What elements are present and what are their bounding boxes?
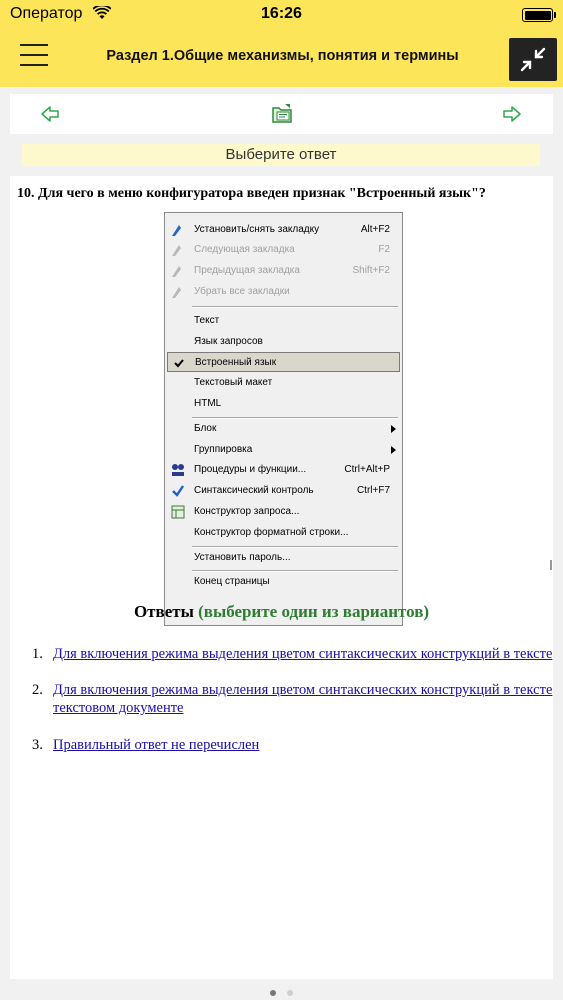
collapse-icon	[509, 38, 557, 81]
folder-icon	[271, 103, 293, 125]
scroll-indicator[interactable]	[550, 560, 552, 570]
menu-item-procedures: Процедуры и функции... Ctrl+Alt+P	[167, 460, 400, 480]
menu-item-block: Блок	[167, 419, 400, 439]
collapse-button[interactable]	[509, 38, 557, 81]
submenu-arrow-icon	[391, 446, 396, 454]
page-dot-active[interactable]	[270, 990, 276, 996]
menu-item-query-language: Язык запросов	[194, 336, 263, 347]
menu-item-next-bookmark: Следующая закладка F2	[167, 240, 400, 260]
menu-item-syntax-check: Синтаксический контроль Ctrl+F7	[167, 481, 400, 501]
page-dot[interactable]	[287, 990, 293, 996]
carrier-label: Оператор	[10, 5, 83, 22]
menu-item-html: HTML	[194, 398, 222, 409]
menu-item-grouping: Группировка	[167, 440, 400, 460]
query-builder-icon	[171, 505, 185, 519]
question-content: 10. Для чего в меню конфигуратора введен признак "Встроенный язык"? Установить/снять закладку Alt+F2 Следующая закладка F2 Предыдущая закладка Shift+F2 Убрать все закладки Текст Язык запросов Встроенный язык Текстовый макет HTML Блок Группировка Процедуры и функции... Ctrl+Alt+P Синтаксический контроль Ctrl+F7 Конструктор запроса... Конструктор форматной строки... Установить пароль... Конец страницы Ответы (выберите один из вариантов) 1. Для включения режима выделения цветом синтаксических конструкций в тексте 2. Для включения режима выделения цветом синтаксических конструкций в тексте текстовом документе 3. Правильный ответ не перечислен	[10, 176, 553, 979]
status-bar	[0, 0, 563, 30]
page-indicator[interactable]	[0, 983, 563, 1000]
answer-link-1[interactable]: Для включения режима выделения цветом синтаксических конструкций в тексте	[53, 646, 553, 662]
page-title: Раздел 1.Общие механизмы, понятия и термины	[106, 48, 459, 64]
hamburger-menu-button[interactable]	[20, 44, 48, 66]
question-text: 10. Для чего в меню конфигуратора введен признак "Встроенный язык"?	[17, 186, 486, 201]
menu-item-clear-bookmarks: Убрать все закладки	[167, 282, 400, 302]
menu-item-set-password: Установить пароль...	[194, 552, 291, 563]
clock: 16:26	[261, 5, 302, 22]
bookmark-previous-icon	[171, 264, 185, 278]
contents-button[interactable]	[271, 103, 293, 125]
answer-link-3[interactable]: Правильный ответ не перечислен	[53, 737, 260, 753]
menu-item-text-template: Текстовый макет	[194, 377, 273, 388]
bookmark-next-icon	[171, 243, 185, 257]
context-menu-image	[164, 212, 403, 626]
arrow-right-icon	[501, 103, 523, 125]
previous-button[interactable]	[39, 103, 61, 125]
answers-heading: Ответы (выберите один из вариантов)	[133, 602, 430, 621]
menu-item-previous-bookmark: Предыдущая закладка Shift+F2	[167, 261, 400, 281]
menu-separator	[192, 306, 398, 308]
arrow-left-icon	[39, 103, 61, 125]
menu-item-format-string-builder: Конструктор форматной строки...	[194, 527, 349, 538]
answer-prompt: Выберите ответ	[22, 144, 540, 166]
clear-bookmarks-icon	[171, 285, 185, 299]
app-header	[0, 0, 563, 87]
navigation-toolbar	[10, 94, 553, 134]
procedures-icon	[171, 463, 185, 477]
menu-item-text: Текст	[194, 315, 220, 326]
submenu-arrow-icon	[391, 425, 396, 433]
next-button[interactable]	[501, 103, 523, 125]
answer-link-2-continuation[interactable]: текстовом документе	[53, 700, 184, 716]
answer-link-2[interactable]: Для включения режима выделения цветом синтаксических конструкций в тексте	[53, 682, 553, 698]
bookmark-icon	[171, 223, 185, 237]
menu-item-toggle-bookmark: Установить/снять закладку Alt+F2	[167, 220, 400, 240]
checkmark-icon	[172, 356, 186, 370]
battery-icon	[522, 8, 553, 22]
syntax-check-icon	[171, 484, 185, 498]
menu-item-page-end: Конец страницы	[194, 576, 270, 587]
menu-item-query-builder: Конструктор запроса...	[167, 502, 400, 522]
menu-item-builtin-language: Встроенный язык	[167, 352, 400, 372]
